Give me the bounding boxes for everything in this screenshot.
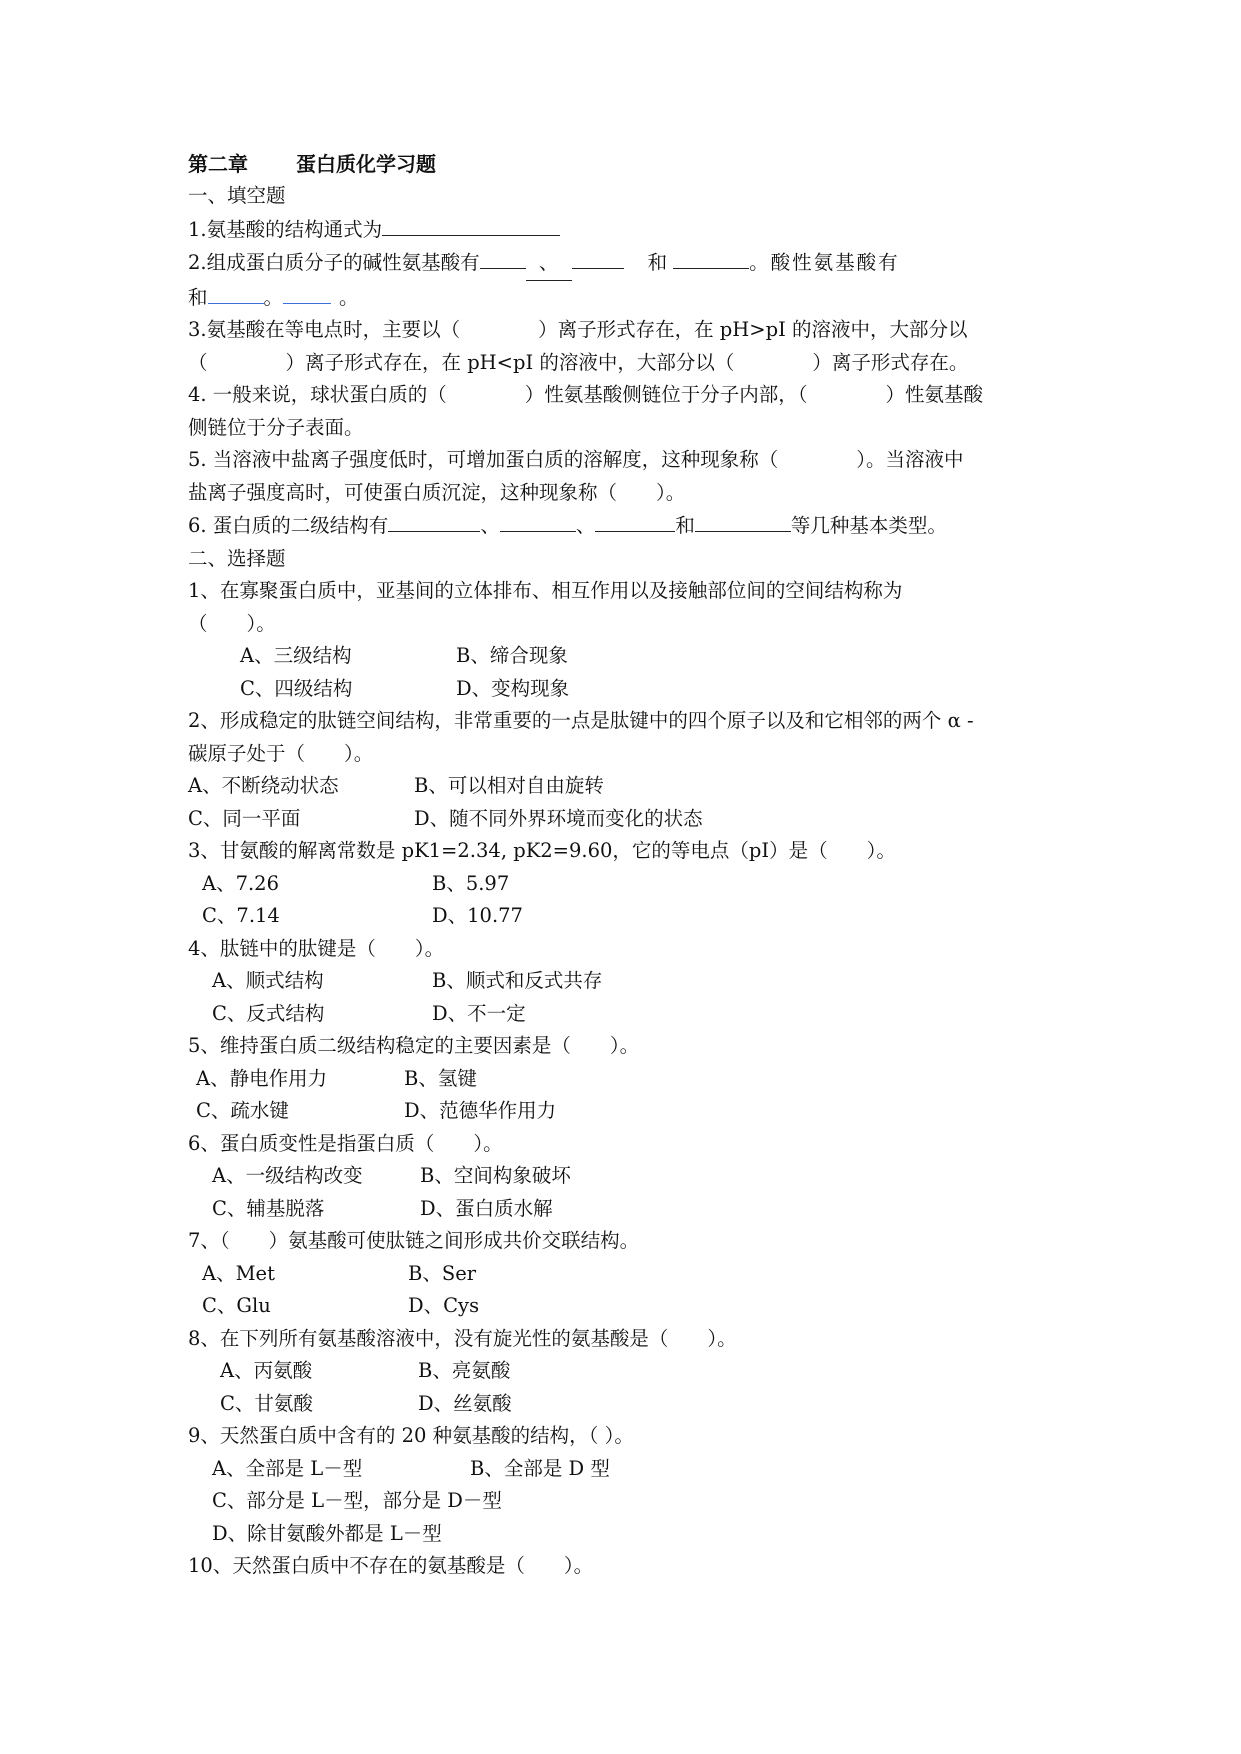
choice-options-row — [188, 900, 1054, 933]
option-d[interactable]: D、蛋白质水解 — [420, 1196, 553, 1220]
choice-question-5: 5、维持蛋白质二级结构稳定的主要因素是（ ）。 — [188, 1034, 640, 1057]
choice-question-9: 9、天然蛋白质中含有的 20 种氨基酸的结构，（ ）。 — [188, 1424, 634, 1447]
option-c[interactable]: C、同一平面 — [188, 806, 301, 830]
choice-question-6: 6、蛋白质变性是指蛋白质（ ）。 — [188, 1131, 503, 1155]
option-d[interactable]: D、随不同外界环境而变化的状态 — [414, 806, 703, 830]
section-choice-heading: 二、选择题 — [188, 546, 286, 570]
answer-blank[interactable] — [382, 213, 560, 236]
option-d[interactable]: D、范德华作用力 — [404, 1099, 557, 1122]
choice-options-row — [188, 1518, 1054, 1551]
choice-options-row — [188, 1290, 1054, 1323]
section-fill-heading: 一、填空题 — [188, 184, 286, 207]
choice-question-1-cont: （ ）。 — [188, 611, 276, 635]
choice-question-2-cont: 碳原子处于（ ）。 — [188, 741, 374, 765]
answer-blank[interactable] — [595, 509, 675, 532]
choice-options-row — [188, 673, 1054, 706]
fill-question-5: 5. 当溶液中盐离子强度低时，可增加蛋白质的溶解度，这种现象称（ ）。当溶液中 — [188, 448, 964, 471]
option-c[interactable]: C、疏水键 — [196, 1099, 289, 1122]
chapter-name: 蛋白质化学习题 — [296, 152, 436, 176]
choice-options-row — [188, 770, 1054, 803]
option-b[interactable]: B、空间构象破坏 — [420, 1164, 571, 1187]
option-a[interactable]: A、全部是 L－型 — [212, 1456, 363, 1480]
option-b[interactable]: B、亮氨酸 — [418, 1359, 511, 1382]
document-content — [188, 148, 1054, 1583]
option-a[interactable]: A、三级结构 — [240, 644, 352, 667]
fill-question-6: 6. 蛋白质的二级结构有 、 、 和 等几种基本类型。 — [188, 509, 1054, 543]
choice-options-row — [188, 1355, 1054, 1388]
choice-question-7: 7、（ ）氨基酸可使肽链之间形成共价交联结构。 — [188, 1229, 640, 1252]
option-d[interactable]: D、丝氨酸 — [418, 1391, 512, 1415]
option-b[interactable]: B、全部是 D 型 — [470, 1456, 610, 1480]
fill-question-3: 3.氨基酸在等电点时，主要以（ ）离子形式存在，在 pH>pI 的溶液中，大部分以 — [188, 318, 968, 341]
choice-question-2: 2、形成稳定的肽链空间结构，非常重要的一点是肽键中的四个原子以及和它相邻的两个 α - — [188, 709, 974, 732]
option-c[interactable]: C、部分是 L－型，部分是 D－型 — [212, 1489, 502, 1512]
answer-blank[interactable] — [500, 509, 576, 532]
choice-options-row — [188, 868, 1054, 901]
option-a[interactable]: A、丙氨酸 — [220, 1359, 313, 1382]
choice-question-8: 8、在下列所有氨基酸溶液中，没有旋光性的氨基酸是（ ）。 — [188, 1326, 737, 1350]
option-a[interactable]: A、7.26 — [202, 871, 280, 895]
option-a[interactable]: A、顺式结构 — [212, 969, 324, 992]
fill-question-3-cont: （ ）离子形式存在，在 pH<pI 的溶液中，大部分以（ ）离子形式存在。 — [188, 350, 969, 374]
choice-options-row — [188, 965, 1054, 998]
answer-blank[interactable] — [480, 246, 526, 269]
chapter-label: 第二章 — [188, 152, 248, 176]
answer-blank[interactable] — [695, 509, 791, 532]
option-a[interactable]: A、Met — [202, 1261, 275, 1285]
option-d[interactable]: D、除甘氨酸外都是 L－型 — [212, 1521, 442, 1545]
option-a[interactable]: A、静电作用力 — [196, 1066, 328, 1090]
option-d[interactable]: D、10.77 — [432, 904, 523, 927]
option-b[interactable]: B、顺式和反式共存 — [432, 969, 603, 992]
answer-blank[interactable] — [283, 281, 331, 304]
option-b[interactable]: B、5.97 — [432, 871, 510, 895]
choice-options-row — [188, 1095, 1054, 1128]
option-b[interactable]: B、缔合现象 — [456, 644, 568, 667]
page-title — [188, 148, 1054, 180]
option-d[interactable]: D、变构现象 — [456, 676, 570, 700]
fill-question-5-cont: 盐离子强度高时，可使蛋白质沉淀，这种现象称（ ）。 — [188, 480, 686, 504]
option-b[interactable]: B、Ser — [408, 1261, 477, 1285]
fill-question-2-cont: 和 。 。 — [188, 281, 1054, 315]
answer-blank[interactable] — [673, 246, 749, 269]
option-a[interactable]: A、不断绕动状态 — [188, 774, 339, 797]
fill-question-2: 2.组成蛋白质分子的碱性氨基酸有 、 和 。酸性氨基酸有 — [188, 246, 1054, 281]
answer-blank[interactable] — [572, 246, 624, 269]
option-b[interactable]: B、可以相对自由旋转 — [414, 774, 604, 797]
option-c[interactable]: C、辅基脱落 — [212, 1196, 325, 1220]
choice-question-3: 3、甘氨酸的解离常数是 pK1=2.34, pK2=9.60，它的等电点（pI）是（ ）。 — [188, 839, 896, 862]
fill-question-4-cont: 侧链位于分子表面。 — [188, 415, 364, 439]
option-c[interactable]: C、Glu — [202, 1294, 271, 1317]
choice-options-row — [188, 1485, 1054, 1518]
choice-options-row — [188, 998, 1054, 1031]
fill-question-4: 4. 一般来说，球状蛋白质的（ ）性氨基酸侧链位于分子内部，（ ）性氨基酸 — [188, 383, 984, 406]
option-c[interactable]: C、四级结构 — [240, 676, 353, 700]
option-c[interactable]: C、甘氨酸 — [220, 1391, 313, 1415]
choice-options-row — [188, 1453, 1054, 1486]
choice-question-10: 10、天然蛋白质中不存在的氨基酸是（ ）。 — [188, 1554, 594, 1577]
option-a[interactable]: A、一级结构改变 — [212, 1164, 363, 1187]
choice-question-4: 4、肽链中的肽键是（ ）。 — [188, 936, 445, 960]
choice-options-row — [188, 1258, 1054, 1291]
choice-options-row — [188, 1160, 1054, 1193]
option-b[interactable]: B、氢键 — [404, 1066, 477, 1090]
choice-options-row — [188, 1388, 1054, 1421]
choice-question-1: 1、在寡聚蛋白质中，亚基间的立体排布、相互作用以及接触部位间的空间结构称为 — [188, 579, 903, 602]
option-c[interactable]: C、7.14 — [202, 904, 280, 927]
option-c[interactable]: C、反式结构 — [212, 1001, 325, 1025]
answer-blank[interactable] — [208, 281, 264, 304]
option-d[interactable]: D、Cys — [408, 1294, 480, 1317]
choice-options-row — [188, 640, 1054, 673]
option-d[interactable]: D、不一定 — [432, 1001, 526, 1025]
choice-options-row — [188, 1193, 1054, 1226]
fill-question-1: 1.氨基酸的结构通式为 — [188, 213, 1054, 247]
answer-blank[interactable] — [388, 509, 480, 532]
choice-options-row — [188, 1063, 1054, 1096]
choice-options-row — [188, 803, 1054, 836]
